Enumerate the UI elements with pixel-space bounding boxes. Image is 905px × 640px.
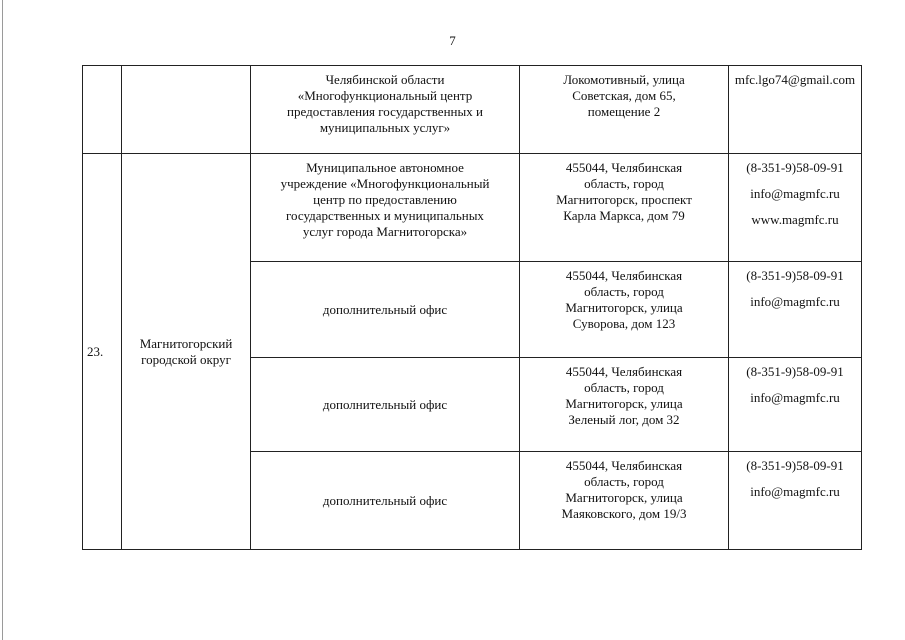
address-cell xyxy=(520,66,729,154)
address-line: Карла Маркса, дом 79 xyxy=(563,208,685,223)
address-line: Магнитогорск, улица xyxy=(565,490,683,505)
org-line: центр по предоставлению xyxy=(313,192,457,207)
email-text: info@magmfc.ru xyxy=(750,186,840,201)
contacts-cell xyxy=(729,358,862,452)
address-line: 455044, Челябинская xyxy=(565,268,683,283)
org-line: дополнительный офис xyxy=(322,396,448,412)
address-line: 455044, Челябинская xyxy=(565,160,683,175)
address-line: Магнитогорск, проспект xyxy=(556,192,692,207)
contacts-cell xyxy=(729,262,862,358)
org-line: муниципальных услуг» xyxy=(319,120,451,135)
area-name-line: Магнитогорский xyxy=(139,335,233,351)
address-line: Маяковского, дом 19/3 xyxy=(561,506,687,521)
phone-text: (8-351-9)58-09-91 xyxy=(746,268,844,283)
email-text: info@magmfc.ru xyxy=(750,294,840,309)
page-number: 7 xyxy=(449,33,456,48)
phone-text: (8-351-9)58-09-91 xyxy=(746,364,844,379)
org-line: дополнительный офис xyxy=(322,492,448,508)
address-line: Суворова, дом 123 xyxy=(572,316,676,331)
address-line: помещение 2 xyxy=(587,104,661,119)
website-text: www.magmfc.ru xyxy=(751,212,839,227)
address-line: 455044, Челябинская xyxy=(565,364,683,379)
address-line: Локомотивный, улица xyxy=(563,72,685,87)
address-line: Магнитогорск, улица xyxy=(565,300,683,315)
org-line: «Многофункциональный центр xyxy=(297,88,473,103)
address-line: 455044, Челябинская xyxy=(565,458,683,473)
address-cell xyxy=(520,154,729,262)
area-cell xyxy=(122,66,251,154)
address-line: Магнитогорск, улица xyxy=(565,396,683,411)
table-row xyxy=(83,154,862,262)
contacts-cell xyxy=(729,66,862,154)
email-text: info@magmfc.ru xyxy=(750,390,840,405)
org-cell xyxy=(251,154,520,262)
org-cell xyxy=(251,66,520,154)
email-text: info@magmfc.ru xyxy=(750,484,840,499)
org-line: услуг города Магнитогорска» xyxy=(302,224,468,239)
area-name-line: городской округ xyxy=(141,351,231,367)
phone-text: (8-351-9)58-09-91 xyxy=(746,160,844,175)
org-cell xyxy=(251,452,520,550)
org-line: государственных и муниципальных xyxy=(286,208,484,223)
address-line: Советская, дом 65, xyxy=(572,88,676,103)
org-cell xyxy=(251,358,520,452)
number-cell xyxy=(83,66,122,154)
org-line: предоставления государственных и xyxy=(287,104,483,119)
contacts-cell xyxy=(729,154,862,262)
email-text: mfc.lgo74@gmail.com xyxy=(734,72,856,87)
contacts-cell xyxy=(729,452,862,550)
address-line: область, город xyxy=(584,284,664,299)
entry-number: 23. xyxy=(83,154,122,550)
mfc-offices-table xyxy=(82,65,862,550)
address-line: область, город xyxy=(584,380,664,395)
continuation-row xyxy=(83,66,862,154)
org-line: Муниципальное автономное xyxy=(306,160,464,175)
phone-text: (8-351-9)58-09-91 xyxy=(746,458,844,473)
scan-edge-line xyxy=(2,0,3,640)
org-line: Челябинской области xyxy=(325,72,445,87)
org-line: дополнительный офис xyxy=(322,301,448,317)
org-cell xyxy=(251,262,520,358)
address-line: область, город xyxy=(584,474,664,489)
area-name-cell xyxy=(122,154,251,550)
org-line: учреждение «Многофункциональный xyxy=(280,176,490,191)
address-cell xyxy=(520,358,729,452)
address-line: область, город xyxy=(584,176,664,191)
address-line: Зеленый лог, дом 32 xyxy=(568,412,680,427)
address-cell xyxy=(520,452,729,550)
address-cell xyxy=(520,262,729,358)
